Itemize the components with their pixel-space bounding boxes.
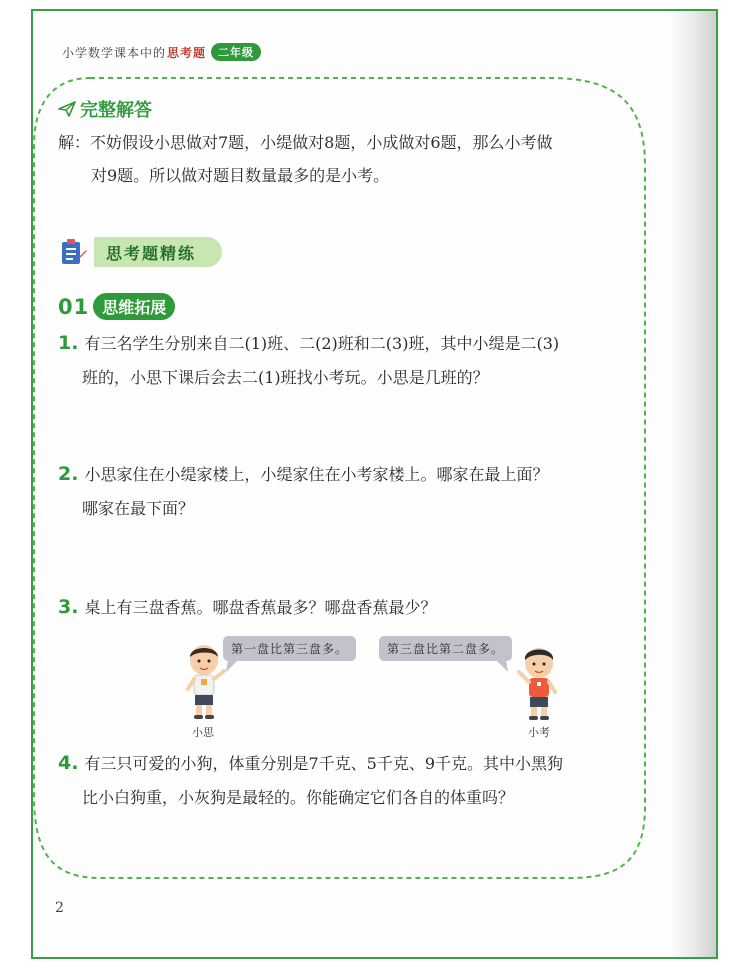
subsection-number: 01 xyxy=(58,294,90,319)
question-text: 小思家住在小缇家楼上，小缇家住在小考家楼上。哪家在最上面？ xyxy=(84,465,549,484)
running-header xyxy=(62,43,261,61)
question-1 xyxy=(58,326,643,395)
clipboard-icon xyxy=(58,237,88,267)
question-3 xyxy=(58,590,643,625)
question-text: 桌上有三盘香蕉。哪盘香蕉最多？哪盘香蕉最少？ xyxy=(84,598,437,617)
question-number: 3. xyxy=(58,596,79,618)
grade-badge: 二年级 xyxy=(211,43,261,61)
answer-heading-text: 完整解答 xyxy=(80,100,152,121)
boy-xiaosi-illustration xyxy=(182,643,228,721)
subsection-heading xyxy=(58,293,175,320)
question-text-continued: 班的，小思下课后会去二(1)班找小考玩。小思是几班的？ xyxy=(82,368,489,387)
right-speech-bubble: 第三盘比第二盘多。 xyxy=(379,636,512,661)
left-bubble-tail xyxy=(226,660,240,672)
question-number: 4. xyxy=(58,752,79,774)
book-title: 小学数学课本中的 xyxy=(62,45,167,60)
boy-xiaokao-illustration xyxy=(515,646,561,722)
question-text-continued: 比小白狗重，小灰狗是最轻的。你能确定它们各自的体重吗？ xyxy=(82,788,515,807)
right-kid-name: 小考 xyxy=(528,726,550,739)
section-title-shape xyxy=(94,237,222,267)
answer-line-1: 解：不妨假设小思做对7题，小缇做对8题，小成做对6题，那么小考做 xyxy=(58,133,553,152)
question-4 xyxy=(58,746,643,815)
question-number: 2. xyxy=(58,463,79,485)
book-accent-title: 思考题 xyxy=(167,45,207,60)
page-number: 2 xyxy=(55,900,64,916)
right-bubble-tail xyxy=(494,660,508,672)
answer-line-2: 对9题。所以做对题目数量最多的是小考。 xyxy=(91,166,390,185)
subsection-title: 思维拓展 xyxy=(93,293,175,320)
left-speech-bubble: 第一盘比第三盘多。 xyxy=(223,636,356,661)
paper-plane-icon xyxy=(58,101,76,117)
question-text: 有三只可爱的小狗，体重分别是7千克、5千克、9千克。其中小黑狗 xyxy=(84,754,563,773)
section-banner xyxy=(58,237,222,267)
question-number: 1. xyxy=(58,332,79,354)
page-edge-shadow xyxy=(670,11,716,957)
answer-body xyxy=(58,126,628,192)
left-kid-name: 小思 xyxy=(192,726,214,739)
answer-heading xyxy=(58,96,152,122)
section-title: 思考题精练 xyxy=(106,243,197,263)
question-2 xyxy=(58,457,643,526)
question-text: 有三名学生分别来自二(1)班、二(2)班和二(3)班，其中小缇是二(3) xyxy=(84,334,560,353)
question-text-continued: 哪家在最下面？ xyxy=(82,499,195,518)
